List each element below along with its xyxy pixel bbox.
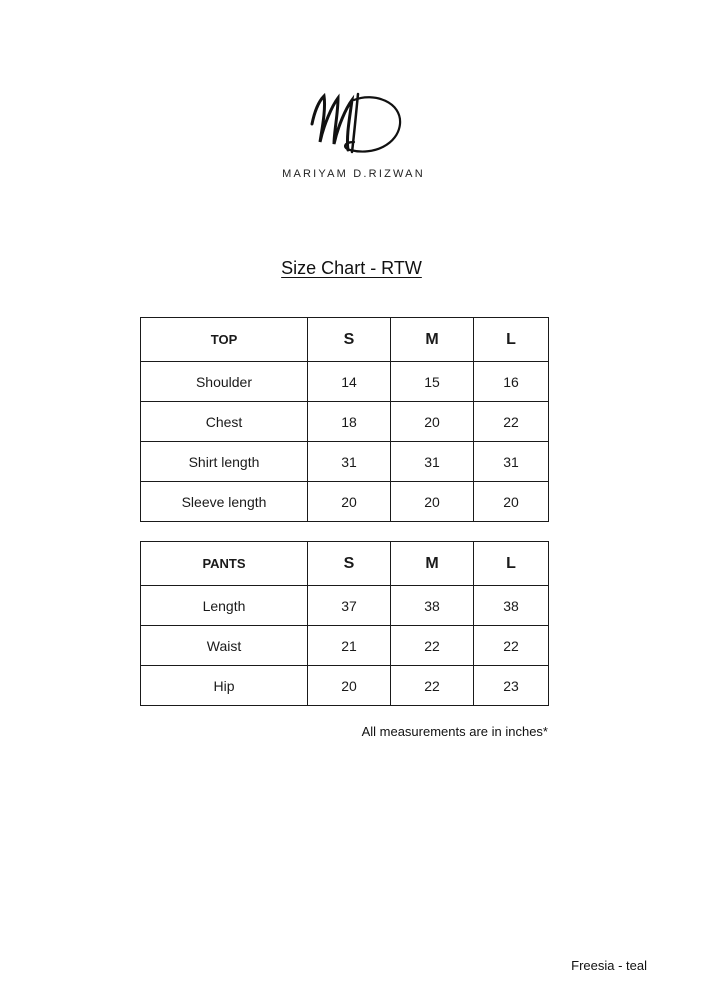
table-row — [141, 362, 549, 402]
table-cell: 23 — [474, 666, 549, 706]
brand-logo — [0, 84, 707, 164]
table-header-cell: M — [391, 318, 474, 362]
table-cell: 31 — [308, 442, 391, 482]
measurement-label: Shoulder — [141, 362, 308, 402]
table-row — [141, 666, 549, 706]
table-cell: 22 — [391, 666, 474, 706]
brand-name: MARIYAM D.RIZWAN — [282, 168, 425, 180]
table-header-cell: L — [474, 542, 549, 586]
table-cell: 16 — [474, 362, 549, 402]
table-header-row — [141, 542, 549, 586]
md-monogram-logo — [294, 84, 414, 164]
table-cell: 22 — [474, 402, 549, 442]
table-header-cell: L — [474, 318, 549, 362]
measurement-label: Shirt length — [141, 442, 308, 482]
page-title: Size Chart - RTW — [281, 258, 422, 278]
measurement-label: Hip — [141, 666, 308, 706]
top-size-table — [140, 317, 549, 522]
table-header-cell: S — [308, 542, 391, 586]
table-cell: 20 — [308, 666, 391, 706]
table-cell: 20 — [391, 402, 474, 442]
table-cell: 20 — [308, 482, 391, 522]
table-cell: 31 — [391, 442, 474, 482]
pants-size-table — [140, 541, 549, 706]
measurement-note: All measurements are in inches* — [361, 724, 548, 739]
table-cell: 18 — [308, 402, 391, 442]
table-row — [141, 586, 549, 626]
product-name-footer: Freesia - teal — [571, 958, 647, 973]
table-cell: 20 — [391, 482, 474, 522]
table-cell: 22 — [391, 626, 474, 666]
measurement-label: Length — [141, 586, 308, 626]
table-header-cell: M — [391, 542, 474, 586]
table-cell: 37 — [308, 586, 391, 626]
measurement-label: Waist — [141, 626, 308, 666]
table-row — [141, 442, 549, 482]
table-cell: 20 — [474, 482, 549, 522]
table-header-cell: TOP — [141, 318, 308, 362]
table-cell: 38 — [474, 586, 549, 626]
table-cell: 15 — [391, 362, 474, 402]
table-cell: 38 — [391, 586, 474, 626]
table-cell: 31 — [474, 442, 549, 482]
measurement-label: Chest — [141, 402, 308, 442]
table-header-row — [141, 318, 549, 362]
table-header-cell: PANTS — [141, 542, 308, 586]
table-cell: 14 — [308, 362, 391, 402]
table-cell: 22 — [474, 626, 549, 666]
table-cell: 21 — [308, 626, 391, 666]
table-row — [141, 482, 549, 522]
measurement-label: Sleeve length — [141, 482, 308, 522]
table-row — [141, 626, 549, 666]
table-header-cell: S — [308, 318, 391, 362]
table-row — [141, 402, 549, 442]
